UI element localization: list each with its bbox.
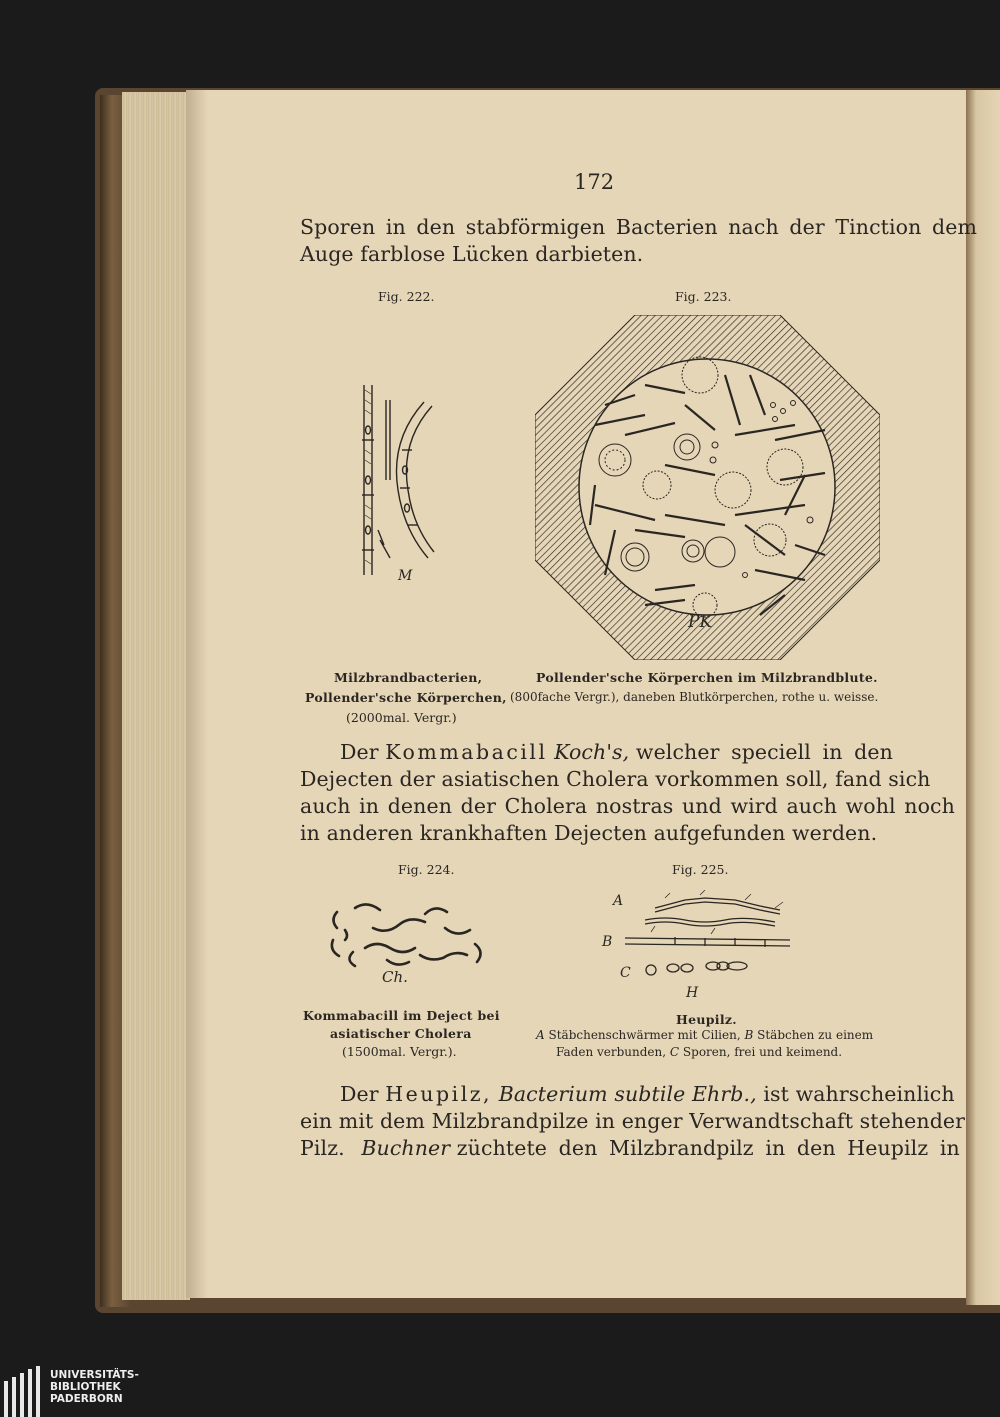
fig225-caption-g: Sporen, frei und keimend.: [682, 1045, 843, 1059]
fig222-label: Fig. 222.: [378, 289, 435, 304]
para2-line-3: auch in denen der Cholera nostras und wird auch wohl noch: [300, 794, 955, 818]
fig223-label: Fig. 223.: [675, 289, 732, 304]
fig225-caption-a: A: [536, 1028, 545, 1042]
fig225-letter-b: B: [602, 934, 613, 950]
para2-koch: Koch's,: [554, 740, 630, 764]
facing-page-edge: [966, 90, 1000, 1305]
fig225-caption-line-2: [556, 1045, 842, 1059]
para2-word-der: Der: [340, 740, 379, 764]
fig224-caption-3: (1500mal. Vergr.).: [342, 1044, 457, 1059]
fig224-caption-2: asiatischer Cholera: [330, 1026, 472, 1041]
fig224-caption-1: Kommabacill im Deject bei: [303, 1008, 500, 1023]
fig223-illustration: [535, 315, 880, 660]
fig225-letter-h: H: [686, 985, 699, 1001]
fig225-caption-f: C: [669, 1045, 680, 1059]
fig225-caption-line-1: [536, 1028, 873, 1042]
para2-kommabacill: Kommabacill: [385, 740, 548, 764]
intro-line-2: Auge farblose Lücken darbieten.: [300, 242, 644, 266]
fig224-illustration: [325, 900, 495, 975]
para3-line-1: [340, 1082, 955, 1106]
fig225-caption-title: Heupilz.: [676, 1012, 737, 1027]
logo-line-2: BIBLIOTHEK: [50, 1381, 121, 1393]
para3-buchner: Buchner: [361, 1136, 451, 1160]
fig225-letter-c: C: [620, 965, 631, 981]
fig224-letter: Ch.: [382, 968, 408, 986]
fig222-caption-1: Milzbrandbacterien,: [334, 670, 483, 685]
para2-line-2: Dejecten der asiatischen Cholera vorkommen soll, fand sich: [300, 767, 931, 791]
para3-line-1-rest: ist wahrscheinlich: [763, 1082, 955, 1106]
fig225-caption-e: Faden verbunden,: [556, 1045, 667, 1059]
page-gutter-shadow: [186, 90, 208, 1298]
fig224-label: Fig. 224.: [398, 862, 455, 877]
para3-heupilz: Heupilz,: [385, 1082, 493, 1106]
fig223-caption-1: Pollender'sche Körperchen im Milzbrandblute.: [536, 670, 878, 685]
page-number: 172: [574, 170, 615, 194]
fig225-caption-c: B: [744, 1028, 754, 1042]
para3-word-der: Der: [340, 1082, 379, 1106]
para2-line-1-rest: welcher speciell in den: [635, 740, 893, 764]
page-stack-edge: [122, 92, 190, 1300]
fig223-caption-2: (800fache Vergr.), daneben Blutkörperchen, rothe u. weisse.: [510, 690, 879, 704]
fig222-letter: M: [398, 568, 413, 584]
fig225-letter-a: A: [613, 893, 624, 909]
fig223-letters: PK: [688, 612, 713, 632]
fig225-label: Fig. 225.: [672, 862, 729, 877]
logo-line-1: UNIVERSITÄTS-: [50, 1369, 139, 1381]
para3-line-3-rest: züchtete den Milzbrandpilz in den Heupilz in: [456, 1136, 960, 1160]
fig225-illustration: [625, 890, 795, 985]
fig222-illustration: [350, 380, 440, 580]
fig222-caption-3: (2000mal. Vergr.): [346, 710, 457, 725]
para3-line-2: ein mit dem Milzbrandpilze in enger Verwandtschaft stehender: [300, 1109, 966, 1133]
intro-line-1: Sporen in den stabförmigen Bacterien nach der Tinction dem: [300, 215, 978, 239]
library-logo-text: [50, 1369, 139, 1405]
logo-line-3: PADERBORN: [50, 1393, 123, 1405]
para3-line-3: [300, 1136, 960, 1160]
para2-line-1: [340, 740, 893, 764]
para3-word-pilz: Pilz.: [300, 1136, 345, 1160]
para3-bacterium: Bacterium subtile Ehrb.,: [498, 1082, 757, 1106]
fig225-caption-d: Stäbchen zu einem: [757, 1028, 874, 1042]
fig225-caption-b: Stäbchenschwärmer mit Cilien,: [548, 1028, 741, 1042]
para2-line-4: in anderen krankhaften Dejecten aufgefunden werden.: [300, 821, 878, 845]
fig222-caption-2: Pollender'sche Körperchen,: [305, 690, 507, 705]
